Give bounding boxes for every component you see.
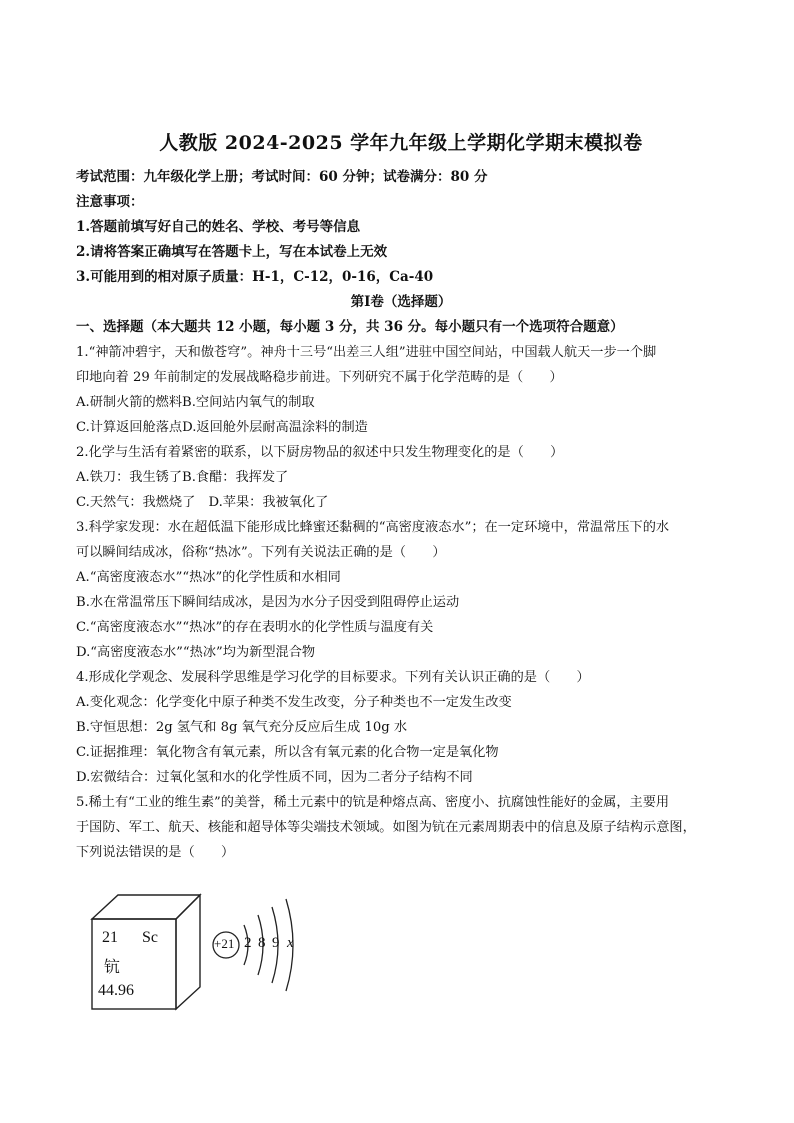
question-5 (76, 790, 726, 865)
shell-electrons: x (287, 935, 294, 951)
answer-option: C.天然气：我燃烧了 D.苹果：我被氧化了 (76, 495, 329, 510)
question-stem: 下列说法错误的是（ ） (76, 845, 235, 860)
shell-electrons: 8 (258, 935, 266, 951)
exam-info: 考试范围：九年级化学上册；考试时间：60 分钟；试卷满分：80 分 (76, 169, 488, 185)
atomic-mass: 44.96 (98, 982, 134, 999)
question-stem: 3.科学家发现：水在超低温下能形成比蜂蜜还黏稠的“高密度液态水”；在一定环境中，常温常压下的水 (76, 520, 670, 535)
answer-option: C.计算返回舱落点D.返回舱外层耐高温涂料的制造 (76, 420, 368, 435)
shell-electrons: 2 (244, 935, 252, 951)
question-4 (76, 665, 726, 790)
question-1 (76, 340, 726, 440)
question-3 (76, 515, 726, 665)
question-stem: 5.稀土有“工业的维生素”的美誉，稀土元素中的钪是种熔点高、密度小、抗腐蚀性能好的金属，主要用 (76, 795, 670, 810)
question-stem: 印地向着 29 年前制定的发展战略稳步前进。下列研究不属于化学范畴的是（ ） (76, 370, 563, 385)
answer-option: A.研制火箭的燃料B.空间站内氧气的制取 (76, 395, 315, 410)
periodic-table-cell (90, 891, 205, 1011)
answer-option: B.守恒思想：2g 氢气和 8g 氧气充分反应后生成 10g 水 (76, 720, 408, 735)
answer-option: A.“高密度液态水”“热冰”的化学性质和水相同 (76, 570, 341, 585)
answer-option: D.宏微结合：过氧化氢和水的化学性质不同，因为二者分子结构不同 (76, 770, 473, 785)
question-stem: 4.形成化学观念、发展科学思维是学习化学的目标要求。下列有关认识正确的是（ ） (76, 670, 590, 685)
note-item: 3.可能用到的相对原子质量：H-1，C-12，0-16，Ca-40 (76, 269, 434, 285)
answer-option: D.“高密度液态水”“热冰”均为新型混合物 (76, 645, 316, 660)
question-stem: 1.“神箭冲碧宇，天和傲苍穹”。神舟十三号“出差三人组”进驻中国空间站，中国载人航天一步一个脚 (76, 345, 657, 360)
section-title: 一、选择题（本大题共 12 小题，每小题 3 分，共 36 分。每小题只有一个选项符合题意） (76, 319, 624, 335)
atomic-structure-diagram (206, 875, 316, 1025)
element-name: 钪 (104, 957, 121, 976)
question-stem: 2.化学与生活有着紧密的联系，以下厨房物品的叙述中只发生物理变化的是（ ） (76, 445, 564, 460)
element-symbol: Sc (142, 929, 158, 946)
exam-title: 人教版 2024-2025 学年九年级上学期化学期末模拟卷 (159, 132, 643, 154)
answer-option: C.证据推理：氧化物含有氧元素，所以含有氧元素的化合物一定是氧化物 (76, 745, 499, 760)
question-2 (76, 440, 726, 515)
answer-option: A.铁刀：我生锈了B.食醋：我挥发了 (76, 470, 289, 485)
notes-heading: 注意事项： (76, 194, 144, 210)
answer-option: B.水在常温常压下瞬间结成冰，是因为水分子因受到阻碍停止运动 (76, 595, 460, 610)
exam-page (76, 128, 726, 1025)
question-stem: 可以瞬间结成冰，俗称“热冰”。下列有关说法正确的是（ ） (76, 545, 446, 560)
answer-option: C.“高密度液态水”“热冰”的存在表明水的化学性质与温度有关 (76, 620, 434, 635)
nucleus-charge: +21 (214, 936, 235, 951)
question-stem: 于国防、军工、航天、核能和超导体等尖端技术领域。如图为钪在元素周期表中的信息及原子结构示意图， (76, 820, 696, 835)
scandium-figure (76, 875, 726, 1025)
note-item: 2.请将答案正确填写在答题卡上，写在本试卷上无效 (76, 244, 388, 260)
shell-electrons: 9 (272, 935, 280, 951)
answer-option: A.变化观念：化学变化中原子种类不发生改变，分子种类也不一定发生改变 (76, 695, 512, 710)
atomic-number: 21 (102, 929, 118, 946)
note-item: 1.答题前填写好自己的姓名、学校、考号等信息 (76, 219, 361, 235)
part-title: 第Ⅰ卷（选择题） (350, 294, 452, 310)
